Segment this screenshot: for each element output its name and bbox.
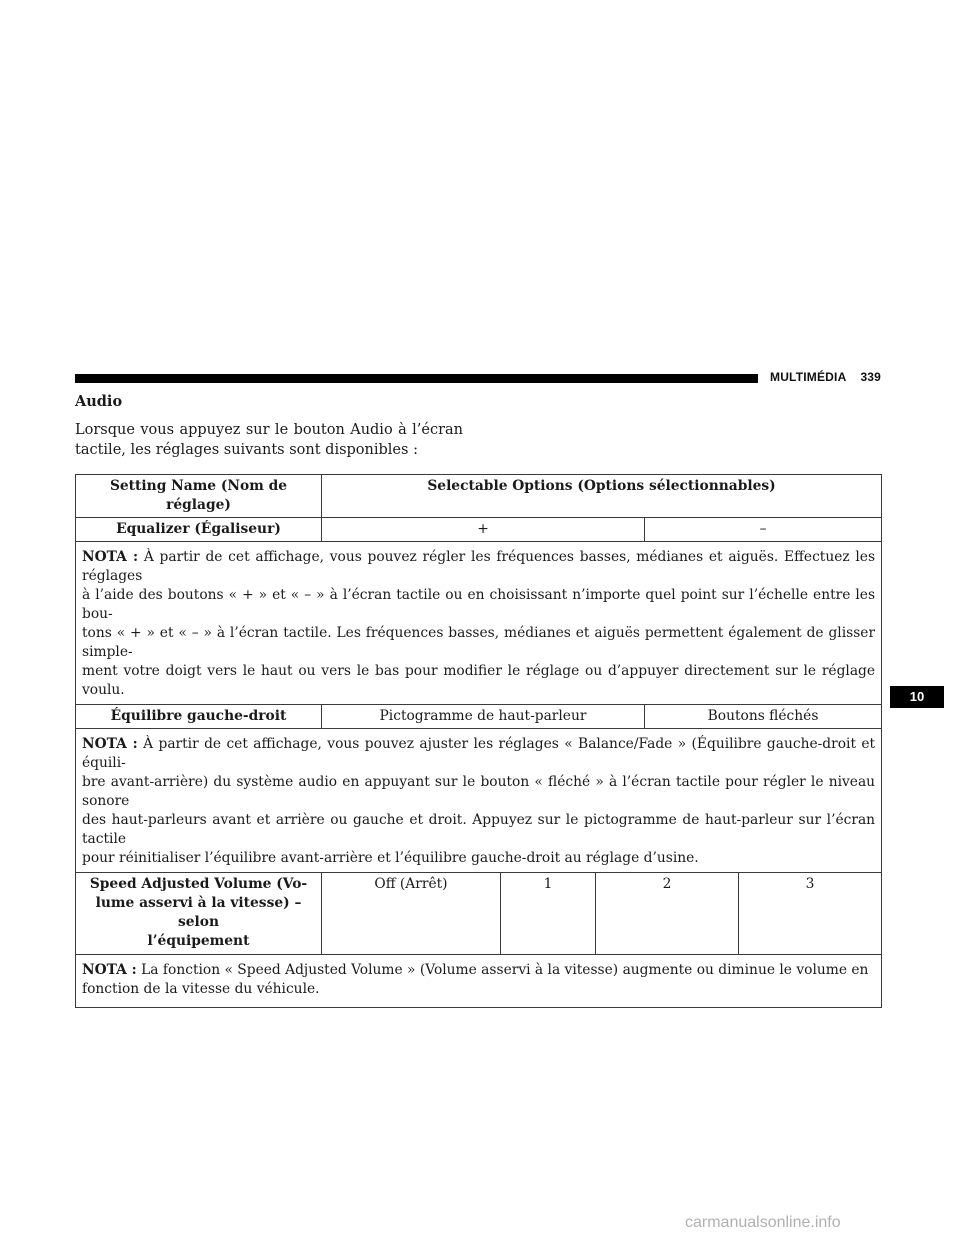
option-3: 3 — [739, 873, 882, 955]
note-speed — [76, 955, 882, 1008]
setting-name-line: l’équipement — [147, 933, 250, 949]
page-number: 339 — [860, 370, 882, 384]
header-setting-name: Setting Name (Nom de réglage) — [76, 475, 322, 518]
note-label: NOTA : — [82, 736, 138, 752]
setting-equalizer: Equalizer (Égaliseur) — [76, 518, 322, 542]
table-row-note — [76, 729, 882, 873]
intro-paragraph — [75, 420, 465, 460]
header-selectable-options: Selectable Options (Options sélectionnables) — [322, 475, 882, 518]
option-arrow-buttons: Boutons fléchés — [645, 705, 882, 729]
table-row-equalizer — [76, 518, 882, 542]
note-text: À partir de cet affichage, vous pouvez ajuster les réglages « Balance/Fade » (Équilibre gauche-droit et équili- — [82, 736, 876, 771]
table-header-row — [76, 475, 882, 518]
note-text: fonction de la vitesse du véhicule. — [82, 981, 320, 997]
note-text: ment votre doigt vers le haut ou vers le bas pour modifier le réglage ou d’appuyer directement sur le réglage voulu. — [82, 663, 876, 698]
option-minus: – — [645, 518, 882, 542]
intro-line: Lorsque vous appuyez sur le bouton Audio à l’écran — [75, 422, 463, 438]
note-text: À partir de cet affichage, vous pouvez régler les fréquences basses, médianes et aiguës. Effectuez les réglages — [82, 549, 876, 584]
option-speaker-icon: Pictogramme de haut-parleur — [322, 705, 645, 729]
note-text: La fonction « Speed Adjusted Volume » (Volume asservi à la vitesse) augmente ou diminue le volume en — [141, 962, 869, 978]
setting-speed-adjusted-volume — [76, 873, 322, 955]
table-row-note — [76, 542, 882, 705]
header-rule — [75, 374, 758, 383]
note-balance — [76, 729, 882, 873]
note-text: pour réinitialiser l’équilibre avant-arrière et l’équilibre gauche-droit au réglage d’usine. — [82, 850, 699, 866]
setting-name-line: Speed Adjusted Volume (Vo- — [89, 876, 308, 892]
note-equalizer — [76, 542, 882, 705]
note-label: NOTA : — [82, 549, 139, 565]
note-text: bre avant-arrière) du système audio en appuyant sur le bouton « fléché » à l’écran tactile pour régler le niveau sonore — [82, 774, 876, 809]
section-title: Audio — [75, 393, 123, 410]
note-text: des haut-parleurs avant et arrière ou gauche et droit. Appuyez sur le pictogramme de haut-parleur sur l’écran tactile — [82, 812, 876, 847]
chapter-tab: 10 — [890, 686, 944, 708]
note-text: à l’aide des boutons « + » et « – » à l’écran tactile ou en choisissant n’importe quel point sur l’échelle entre les bou- — [82, 587, 876, 622]
audio-settings-table — [75, 474, 882, 1008]
setting-name-line: lume asservi à la vitesse) – selon — [95, 895, 302, 930]
setting-balance: Équilibre gauche-droit — [76, 705, 322, 729]
option-plus: + — [322, 518, 645, 542]
note-text: tons « + » et « – » à l’écran tactile. Les fréquences basses, médianes et aiguës permettent également de glisser simple- — [82, 625, 876, 660]
table-row-speed — [76, 873, 882, 955]
running-header — [770, 370, 881, 384]
table-row-balance — [76, 705, 882, 729]
option-off: Off (Arrêt) — [322, 873, 501, 955]
section-name: MULTIMÉDIA — [770, 370, 847, 384]
note-label: NOTA : — [82, 962, 137, 978]
option-2: 2 — [596, 873, 739, 955]
watermark: carmanualsonline.info — [685, 1214, 841, 1231]
intro-line: tactile, les réglages suivants sont disponibles : — [75, 442, 418, 458]
table-row-note — [76, 955, 882, 1008]
option-1: 1 — [501, 873, 596, 955]
